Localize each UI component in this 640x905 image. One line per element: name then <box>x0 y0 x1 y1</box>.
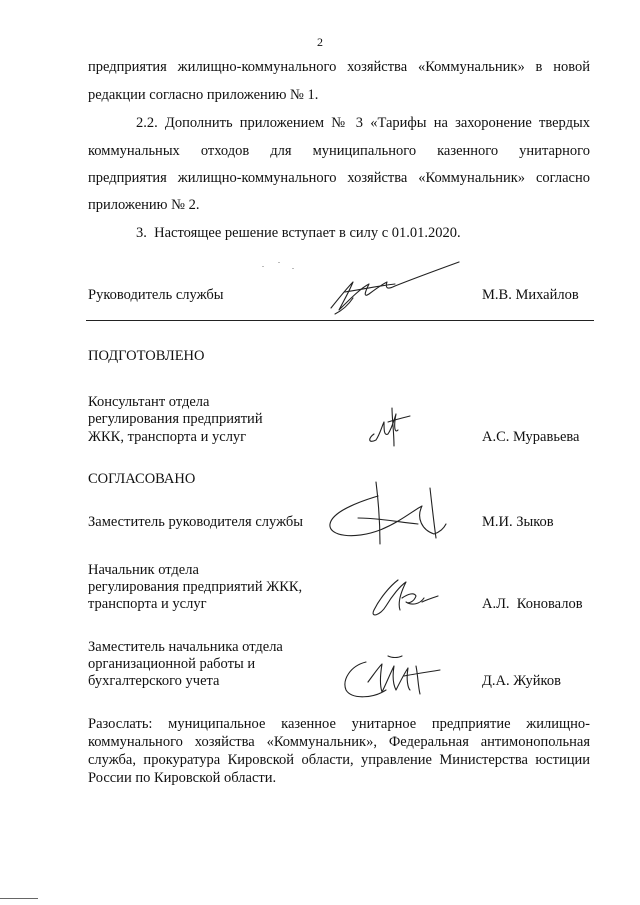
agreed-name: А.Л. Коновалов <box>482 596 583 612</box>
paragraph-line: редакции согласно приложению № 1. <box>88 87 319 103</box>
signature-prepared-image <box>364 404 414 448</box>
agreed-position-line: транспорта и услуг <box>88 596 207 612</box>
paragraph-line: предприятия жилищно-коммунального хозяйства «Коммунальник» согласно <box>88 170 590 186</box>
agreed-position-line: организационной работы и <box>88 656 256 672</box>
agreed-position-line: Начальник отдела <box>88 562 199 578</box>
prepared-position-line: регулирования предприятий <box>88 411 263 427</box>
prepared-position-line: Консультант отдела <box>88 394 210 410</box>
head-name: М.В. Михайлов <box>482 287 579 303</box>
head-title: Руководитель службы <box>88 287 224 303</box>
distribution-line: коммунального хозяйства «Коммунальник», Федеральная антимонопольная <box>88 734 590 750</box>
agreed-position-line: Заместитель начальника отдела <box>88 639 283 655</box>
paragraph-line: 2.2. Дополнить приложением № 3 «Тарифы на захоронение твердых <box>136 115 590 131</box>
separator-line <box>86 320 594 321</box>
signature-konovalov-image <box>366 576 440 622</box>
prepared-name: А.С. Муравьева <box>482 429 580 445</box>
paragraph-line: предприятия жилищно-коммунального хозяйства «Коммунальник» в новой <box>88 59 590 75</box>
prepared-position-line: ЖКК, транспорта и услуг <box>88 429 247 445</box>
distribution-line: России по Кировской области. <box>88 770 277 786</box>
prepared-heading: ПОДГОТОВЛЕНО <box>88 348 205 364</box>
agreed-name: Д.А. Жуйков <box>482 673 561 689</box>
agreed-position-line: регулирования предприятий ЖКК, <box>88 579 303 595</box>
paragraph-line: коммунальных отходов для муниципального казенного унитарного <box>88 143 590 159</box>
scan-edge-mark <box>0 898 38 899</box>
distribution-line: Разослать: муниципальное казенное унитарное предприятие жилищно- <box>88 716 590 732</box>
distribution-line: служба, прокуратура Кировской области, управление Министерства юстиции <box>88 752 590 768</box>
agreed-name: М.И. Зыков <box>482 514 554 530</box>
paragraph-line: 3. Настоящее решение вступает в силу с 01.01.2020. <box>136 225 461 241</box>
signature-zykov-image <box>318 478 448 550</box>
paragraph-line: приложению № 2. <box>88 197 200 213</box>
signature-head-image <box>325 258 465 320</box>
page-number: 2 <box>317 35 323 49</box>
agreed-position-line: Заместитель руководителя службы <box>88 514 304 530</box>
agreed-position-line: бухгалтерского учета <box>88 673 220 689</box>
agreed-heading: СОГЛАСОВАНО <box>88 471 196 487</box>
signature-zhuikov-image <box>338 652 444 704</box>
